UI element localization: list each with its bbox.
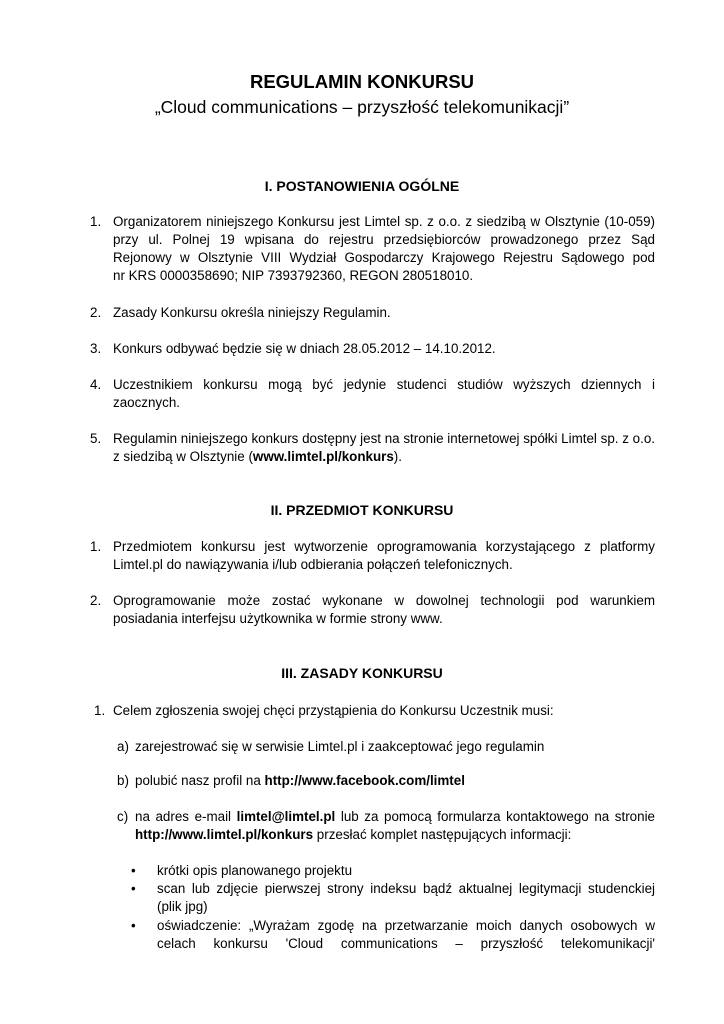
text-line: Oprogramowanie może zostać wykonane w dowolnej technologii pod warunkiem xyxy=(113,593,655,608)
list-number: 2. xyxy=(90,593,102,608)
text-line: (plik jpg) xyxy=(157,899,208,914)
list-number: 2. xyxy=(90,305,102,320)
list-item xyxy=(113,430,655,466)
text-line: Przedmiotem konkursu jest wytworzenie oprogramowania korzystającego z platformy xyxy=(113,539,655,554)
text-fragment: na adres e-mail xyxy=(135,809,237,824)
text-line xyxy=(135,826,655,844)
list-item xyxy=(113,340,655,358)
list-number: 5. xyxy=(90,431,102,446)
text-fragment: przesłać komplet następujących informacji: xyxy=(313,827,572,842)
text-fragment: ). xyxy=(393,449,402,464)
bullet-icon: • xyxy=(131,881,136,896)
text-fragment: polubić nasz profil na xyxy=(135,773,265,788)
text-line: Regulamin niniejszego konkurs dostępny jest na stronie internetowej spółki Limtel sp. z o.o. xyxy=(113,431,655,446)
bullet-icon: • xyxy=(131,918,136,933)
text-line: zaocznych. xyxy=(113,395,180,410)
text-line xyxy=(113,448,655,466)
contest-url-link[interactable]: http://www.limtel.pl/konkurs xyxy=(135,827,314,842)
sublist-label: b) xyxy=(117,773,129,788)
document-title: REGULAMIN KONKURSU xyxy=(249,71,475,92)
document-subtitle: „Cloud communications – przyszłość telekomunikacji” xyxy=(154,97,570,117)
text-line: Rejonowy w Olsztynie VIII Wydział Gospodarczy Krajowego Rejestru Sądowego pod xyxy=(113,250,655,265)
list-item-text: Celem zgłoszenia swojej chęci przystąpienia do Konkursu Uczestnik musi: xyxy=(113,703,554,718)
email-link[interactable]: limtel@limtel.pl xyxy=(236,809,336,824)
list-item xyxy=(113,213,655,285)
facebook-url-link[interactable]: http://www.facebook.com/limtel xyxy=(264,773,465,788)
list-number: 1. xyxy=(94,703,106,718)
section-heading-general-provisions: I. POSTANOWIENIA OGÓLNE xyxy=(264,178,460,194)
text-line: nr KRS 0000358690; NIP 7393792360, REGON 280518010. xyxy=(113,268,474,283)
section-heading-rules: III. ZASADY KONKURSU xyxy=(281,665,443,681)
text-line: Limtel.pl do nawiązywania i/lub odbierania połączeń telefonicznych. xyxy=(113,557,513,572)
text-fragment: lub za pomocą formularza kontaktowego na stronie xyxy=(335,809,655,824)
list-number: 3. xyxy=(90,341,102,356)
list-number: 1. xyxy=(90,214,102,229)
text-line: scan lub zdjęcie pierwszej strony indeksu bądź aktualnej legitymacji studenckiej xyxy=(157,881,655,896)
contest-url-link[interactable]: www.limtel.pl/konkurs xyxy=(252,449,394,464)
sublist-item-text xyxy=(135,772,655,790)
list-item xyxy=(113,376,655,412)
bullet-icon: • xyxy=(131,863,136,878)
text-line: przy ul. Polnej 19 wpisana do rejestru przedsiębiorców prowadzonego przez Sąd xyxy=(113,232,655,247)
list-item xyxy=(113,538,655,574)
bullet-item xyxy=(157,917,655,953)
text-line: krótki opis planowanego projektu xyxy=(157,863,353,878)
text-line: celach konkursu 'Cloud communications – przyszłość telekomunikacji' xyxy=(157,936,655,951)
text-fragment: z siedzibą w Olsztynie ( xyxy=(113,449,253,464)
bullet-item xyxy=(157,862,655,880)
text-line: posiadania interfejsu użytkownika w formie strony www. xyxy=(113,611,443,626)
text-line: Organizatorem niniejszego Konkursu jest Limtel sp. z o.o. z siedzibą w Olsztynie (10-059) xyxy=(113,214,655,229)
sublist-label: c) xyxy=(117,809,129,824)
sublist-label: a) xyxy=(117,739,129,754)
list-number: 1. xyxy=(90,539,102,554)
list-number: 4. xyxy=(90,377,102,392)
text-line: Konkurs odbywać będzie się w dniach 28.05.2012 – 14.10.2012. xyxy=(113,341,496,356)
list-item xyxy=(113,304,655,322)
bullet-item xyxy=(157,880,655,916)
sublist-item-text xyxy=(135,808,655,844)
text-line: Zasady Konkursu określa niniejszy Regulamin. xyxy=(113,305,391,320)
list-item xyxy=(113,592,655,628)
text-line xyxy=(135,808,655,826)
text-line: oświadczenie: „Wyrażam zgodę na przetwarzanie moich danych osobowych w xyxy=(157,918,655,933)
section-heading-subject: II. PRZEDMIOT KONKURSU xyxy=(270,502,454,518)
sublist-item-text: zarejestrować się w serwisie Limtel.pl i zaakceptować jego regulamin xyxy=(135,739,545,754)
text-line: Uczestnikiem konkursu mogą być jedynie studenci studiów wyższych dziennych i xyxy=(113,377,655,392)
